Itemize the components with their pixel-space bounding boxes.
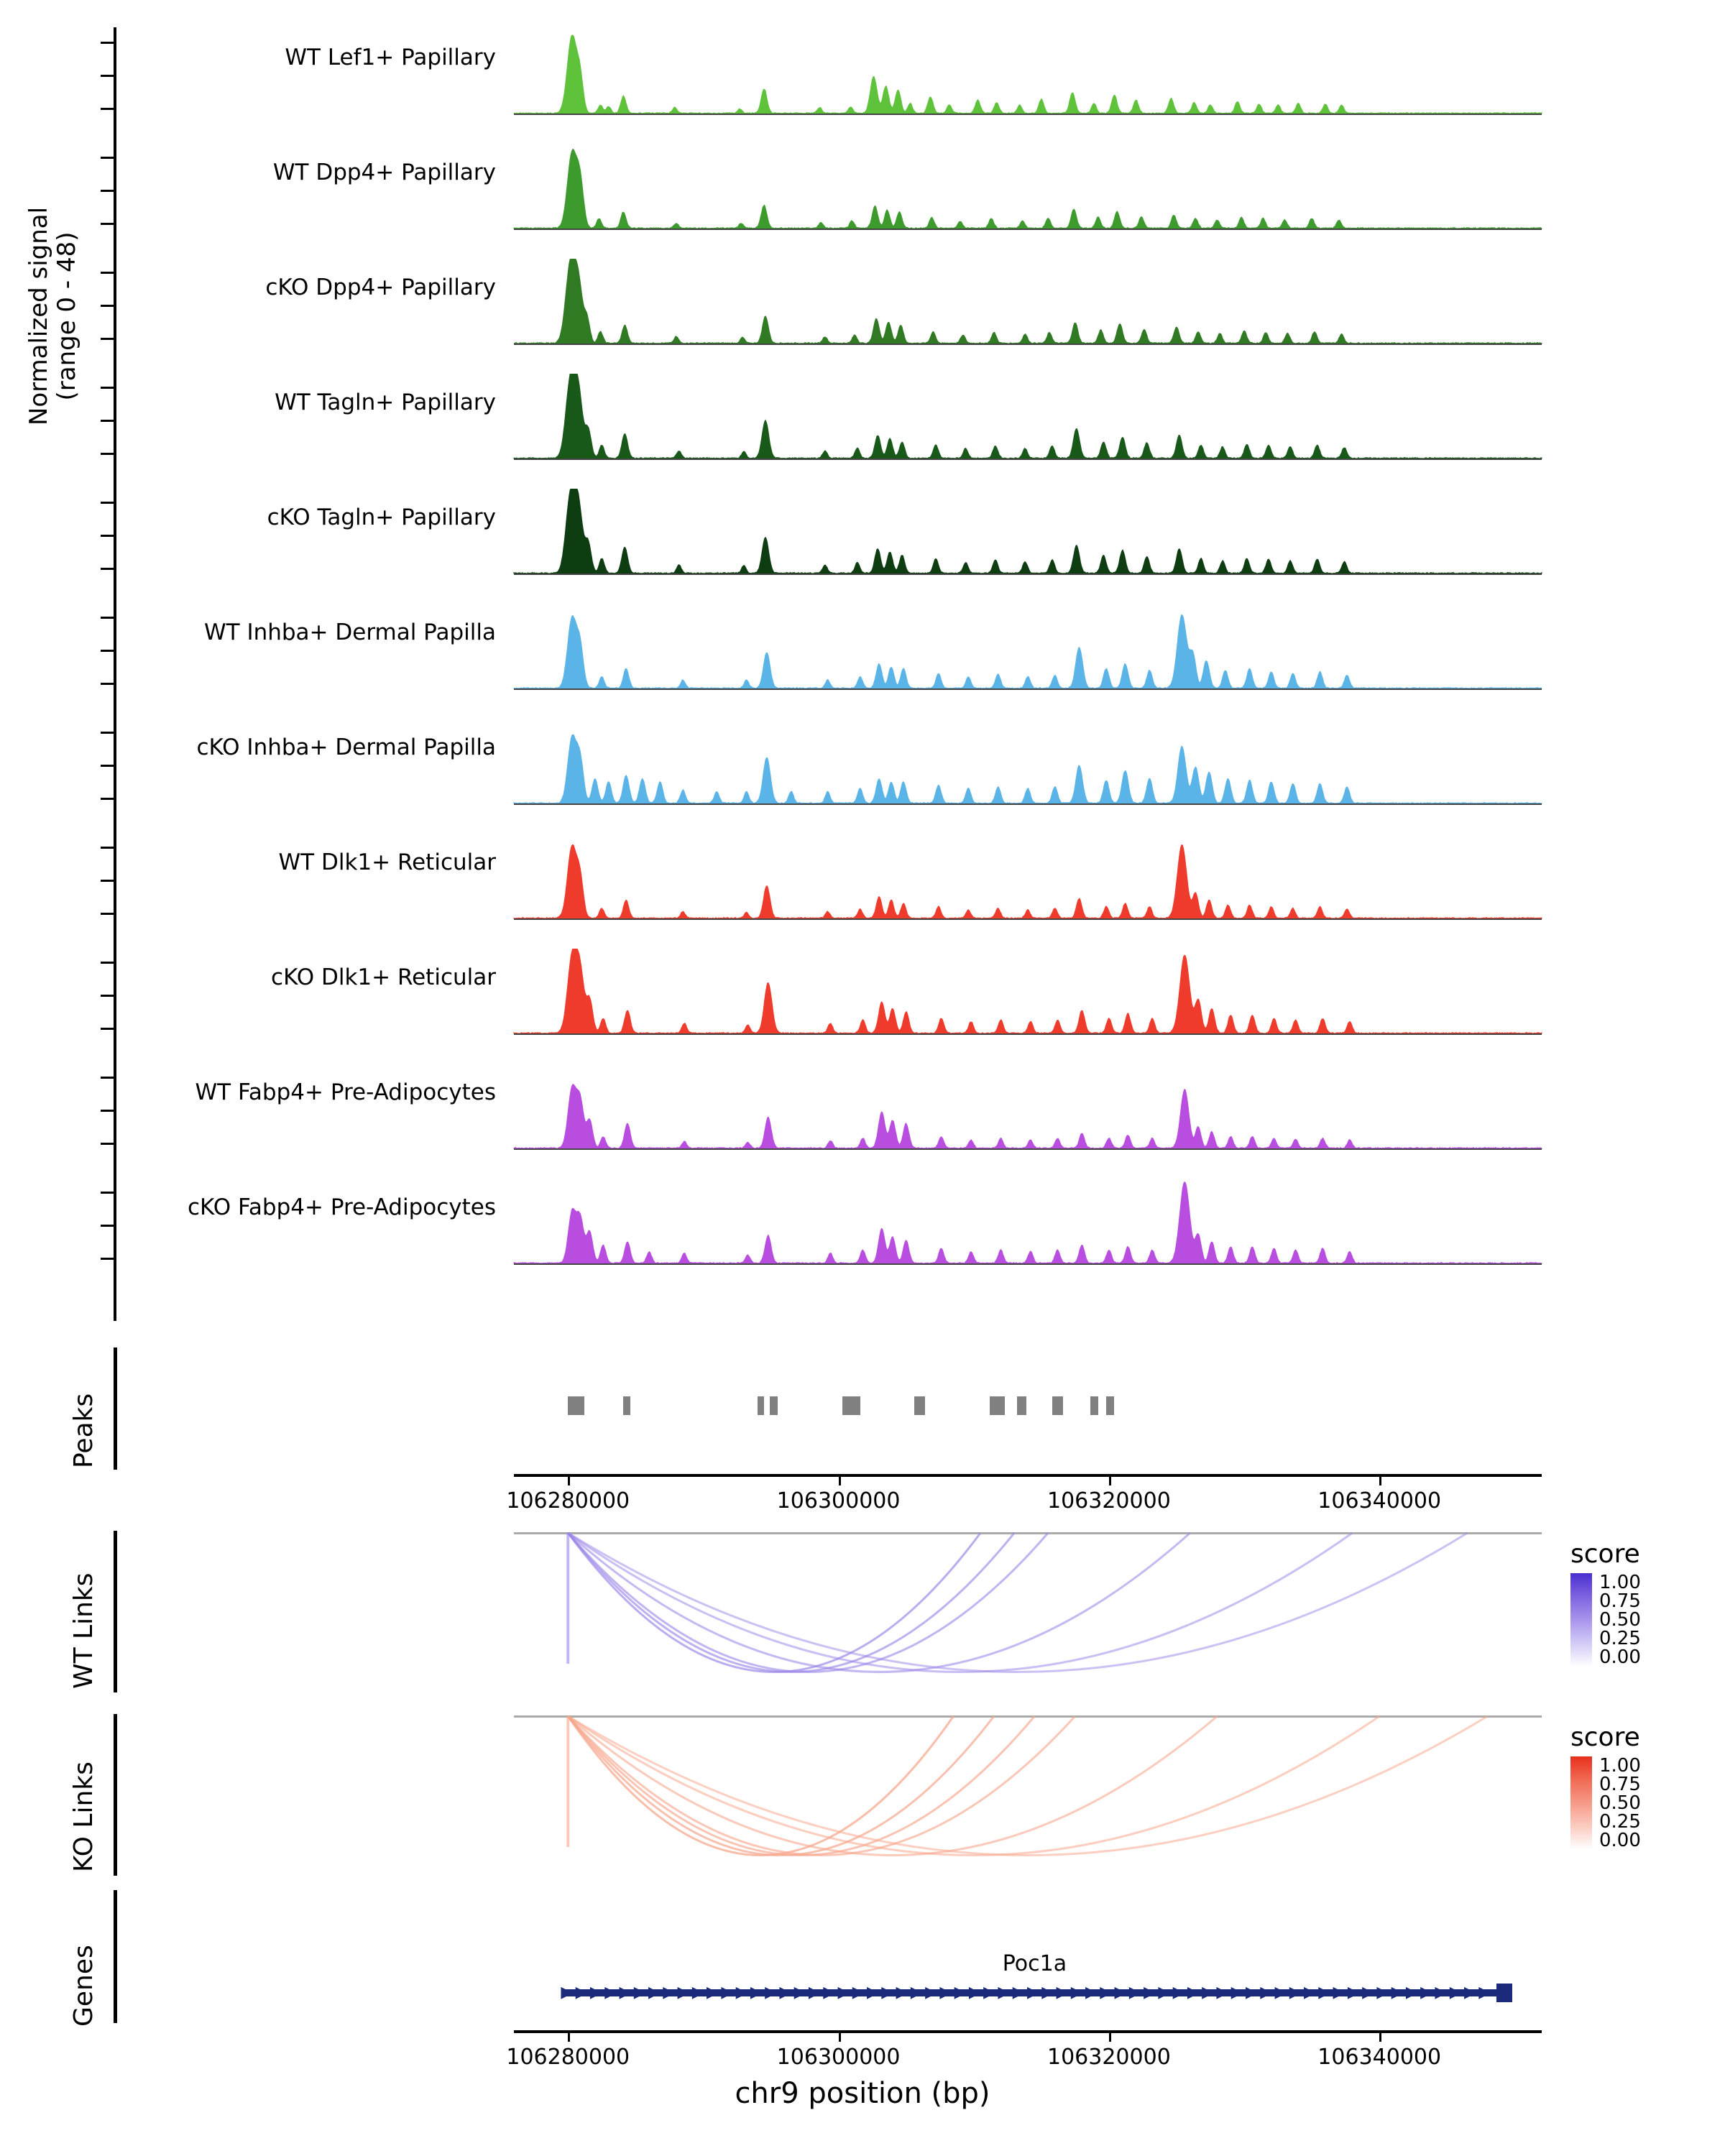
ko-legend-ticks bbox=[1599, 1756, 1641, 1850]
gene-strand-arrow-icon: ▶ bbox=[1289, 1984, 1302, 2001]
coverage-track bbox=[0, 1179, 1725, 1294]
gene-strand-arrow-icon: ▶ bbox=[677, 1984, 690, 2001]
x-axis-tick-label: 106300000 bbox=[776, 2045, 901, 2070]
x-axis-tick-label: 106320000 bbox=[1046, 2045, 1171, 2070]
link-arc bbox=[568, 1533, 1352, 1672]
track-baseline bbox=[514, 1033, 1542, 1035]
genes-label: Genes bbox=[69, 1945, 98, 2027]
track-baseline bbox=[514, 1263, 1542, 1265]
peaks-label: Peaks bbox=[69, 1393, 98, 1468]
gene-strand-arrow-icon: ▶ bbox=[1012, 1984, 1025, 2001]
peak-mark bbox=[623, 1396, 630, 1415]
gene-strand-arrow-icon: ▶ bbox=[1478, 1984, 1491, 2001]
coverage-signal bbox=[0, 144, 1725, 233]
coverage-track bbox=[0, 374, 1725, 489]
coverage-track bbox=[0, 604, 1725, 719]
track-label: cKO Tagln+ Papillary bbox=[267, 505, 496, 530]
peak-mark bbox=[568, 1396, 584, 1415]
wt-legend-title: score bbox=[1570, 1539, 1640, 1569]
peaks-spine bbox=[114, 1348, 117, 1470]
wt-legend-tick-3: 0.50 bbox=[1599, 1609, 1641, 1631]
genes-x-axis bbox=[514, 2030, 1542, 2033]
coverage-signal bbox=[0, 719, 1725, 808]
coverage-track bbox=[0, 489, 1725, 604]
track-label: WT Dlk1+ Reticular bbox=[278, 849, 496, 875]
peak-mark bbox=[770, 1396, 778, 1415]
track-baseline bbox=[514, 114, 1542, 115]
ko-legend-tick-1: 1.00 bbox=[1599, 1755, 1641, 1777]
peak-mark bbox=[1052, 1396, 1063, 1415]
gene-strand-arrow-icon: ▶ bbox=[721, 1984, 734, 2001]
track-label: cKO Inhba+ Dermal Papilla bbox=[196, 734, 496, 760]
ko-legend-tick-4: 0.25 bbox=[1599, 1811, 1641, 1833]
gene-strand-arrow-icon: ▶ bbox=[968, 1984, 981, 2001]
ko-legend-colorbar bbox=[1570, 1756, 1592, 1850]
wt-links-panel bbox=[0, 1524, 1725, 1696]
gene-strand-arrow-icon: ▶ bbox=[1144, 1984, 1156, 2001]
gene-strand-arrow-icon: ▶ bbox=[1158, 1984, 1171, 2001]
x-axis-tickmark bbox=[1379, 1477, 1381, 1485]
peak-mark bbox=[914, 1396, 925, 1415]
genes-panel bbox=[0, 1883, 1725, 2156]
gene-strand-arrow-icon: ▶ bbox=[1114, 1984, 1127, 2001]
gene-strand-arrow-icon: ▶ bbox=[1347, 1984, 1360, 2001]
peaks-x-axis bbox=[514, 1474, 1542, 1477]
track-baseline bbox=[514, 918, 1542, 920]
coverage-track bbox=[0, 29, 1725, 144]
gene-strand-arrow-icon: ▶ bbox=[648, 1984, 661, 2001]
gene-strand-arrow-icon: ▶ bbox=[866, 1984, 879, 2001]
ko-links-label: KO Links bbox=[69, 1761, 98, 1872]
gene-strand-arrow-icon: ▶ bbox=[735, 1984, 748, 2001]
coverage-signal bbox=[0, 29, 1725, 118]
gene-strand-arrow-icon: ▶ bbox=[561, 1984, 574, 2001]
peaks-panel bbox=[0, 1333, 1725, 1514]
peak-mark bbox=[990, 1396, 1005, 1415]
ko-links-legend bbox=[1570, 1723, 1725, 1850]
x-axis-tickmark bbox=[1109, 2033, 1111, 2042]
gene-strand-arrow-icon: ▶ bbox=[1085, 1984, 1098, 2001]
ko-legend-tick-5: 0.00 bbox=[1599, 1830, 1641, 1851]
gene-strand-arrow-icon: ▶ bbox=[1362, 1984, 1375, 2001]
x-axis-tickmark bbox=[839, 2033, 841, 2042]
wt-legend-tick-4: 0.25 bbox=[1599, 1628, 1641, 1649]
gene-strand-arrow-icon: ▶ bbox=[1187, 1984, 1200, 2001]
gene-strand-arrow-icon: ▶ bbox=[852, 1984, 865, 2001]
peak-mark bbox=[758, 1396, 764, 1415]
gene-strand-arrow-icon: ▶ bbox=[823, 1984, 836, 2001]
gene-strand-arrow-icon: ▶ bbox=[765, 1984, 778, 2001]
x-axis-tick-label: 106340000 bbox=[1317, 1488, 1442, 1514]
gene-strand-arrow-icon: ▶ bbox=[1026, 1984, 1039, 2001]
peak-mark bbox=[1106, 1396, 1114, 1415]
gene-strand-arrow-icon: ▶ bbox=[1318, 1984, 1331, 2001]
gene-strand-arrow-icon: ▶ bbox=[925, 1984, 937, 2001]
gene-strand-arrow-icon: ▶ bbox=[1304, 1984, 1316, 2001]
coverage-signal bbox=[0, 949, 1725, 1038]
coverage-signal bbox=[0, 1064, 1725, 1153]
track-label: cKO Fabp4+ Pre-Adipocytes bbox=[188, 1194, 496, 1220]
gene-exon bbox=[1496, 1984, 1512, 2002]
gene-strand-arrow-icon: ▶ bbox=[794, 1984, 806, 2001]
coverage-track bbox=[0, 949, 1725, 1064]
gene-strand-arrow-icon: ▶ bbox=[939, 1984, 952, 2001]
coverage-signal bbox=[0, 604, 1725, 693]
coverage-signal bbox=[0, 259, 1725, 348]
gene-strand-arrow-icon: ▶ bbox=[837, 1984, 850, 2001]
track-baseline bbox=[514, 344, 1542, 345]
track-label: WT Lef1+ Papillary bbox=[285, 45, 496, 70]
x-axis-tick-label: 106280000 bbox=[506, 2045, 630, 2070]
ko-links-arcs bbox=[0, 1707, 1725, 1879]
link-arc bbox=[568, 1716, 1075, 1856]
gene-strand-arrow-icon: ▶ bbox=[750, 1984, 763, 2001]
link-arc bbox=[568, 1716, 1379, 1856]
ko-legend-title: score bbox=[1570, 1723, 1640, 1752]
link-arc bbox=[568, 1533, 980, 1672]
gene-strand-arrow-icon: ▶ bbox=[1260, 1984, 1273, 2001]
coverage-signal bbox=[0, 489, 1725, 578]
wt-links-label: WT Links bbox=[69, 1572, 98, 1689]
gene-strand-arrow-icon: ▶ bbox=[998, 1984, 1011, 2001]
gene-strand-arrow-icon: ▶ bbox=[633, 1984, 646, 2001]
gene-strand-arrow-icon: ▶ bbox=[808, 1984, 821, 2001]
coverage-track bbox=[0, 719, 1725, 834]
link-arc bbox=[568, 1716, 953, 1856]
track-label: WT Dpp4+ Papillary bbox=[272, 160, 496, 185]
gene-strand-arrow-icon: ▶ bbox=[1202, 1984, 1215, 2001]
track-label: cKO Dlk1+ Reticular bbox=[271, 964, 496, 990]
coverage-track bbox=[0, 834, 1725, 949]
gene-strand-arrow-icon: ▶ bbox=[983, 1984, 996, 2001]
track-baseline bbox=[514, 459, 1542, 460]
gene-strand-arrow-icon: ▶ bbox=[1333, 1984, 1346, 2001]
link-arc bbox=[568, 1716, 994, 1856]
y-axis-label: Normalized signal (range 0 - 48) bbox=[24, 206, 82, 426]
genes-spine bbox=[114, 1890, 117, 2023]
ko-legend-tick-3: 0.50 bbox=[1599, 1792, 1641, 1814]
gene-strand-arrow-icon: ▶ bbox=[1463, 1984, 1476, 2001]
wt-legend-ticks bbox=[1599, 1573, 1641, 1667]
gene-strand-arrow-icon: ▶ bbox=[1041, 1984, 1054, 2001]
track-baseline bbox=[514, 573, 1542, 575]
x-axis-tickmark bbox=[568, 1477, 570, 1485]
gene-name-label: Poc1a bbox=[1002, 1951, 1067, 1976]
gene-strand-arrow-icon: ▶ bbox=[1405, 1984, 1418, 2001]
link-arc bbox=[568, 1533, 1014, 1672]
coverage-signal bbox=[0, 1179, 1725, 1268]
peak-mark bbox=[1090, 1396, 1098, 1415]
gene-strand-arrow-icon: ▶ bbox=[1230, 1984, 1243, 2001]
gene-strand-arrow-icon: ▶ bbox=[1128, 1984, 1141, 2001]
wt-legend-tick-1: 1.00 bbox=[1599, 1572, 1641, 1593]
wt-legend-colorbar bbox=[1570, 1573, 1592, 1667]
gene-strand-arrow-icon: ▶ bbox=[1420, 1984, 1433, 2001]
track-label: cKO Dpp4+ Papillary bbox=[265, 275, 496, 300]
x-axis-title: chr9 position (bp) bbox=[735, 2077, 990, 2110]
wt-links-legend bbox=[1570, 1539, 1725, 1667]
gene-strand-arrow-icon: ▶ bbox=[619, 1984, 632, 2001]
gene-strand-arrow-icon: ▶ bbox=[896, 1984, 908, 2001]
track-baseline bbox=[514, 803, 1542, 805]
coverage-track bbox=[0, 144, 1725, 259]
coverage-track bbox=[0, 1064, 1725, 1179]
gene-strand-arrow-icon: ▶ bbox=[910, 1984, 923, 2001]
x-axis-tickmark bbox=[1109, 1477, 1111, 1485]
gene-strand-arrow-icon: ▶ bbox=[1376, 1984, 1389, 2001]
track-baseline bbox=[514, 688, 1542, 690]
track-baseline bbox=[514, 1148, 1542, 1150]
gene-strand-arrow-icon: ▶ bbox=[1172, 1984, 1185, 2001]
gene-strand-arrow-icon: ▶ bbox=[707, 1984, 719, 2001]
gene-strand-arrow-icon: ▶ bbox=[1100, 1984, 1113, 2001]
x-axis-tick-label: 106340000 bbox=[1317, 2045, 1442, 2070]
x-axis-tickmark bbox=[568, 2033, 570, 2042]
coverage-signal bbox=[0, 374, 1725, 463]
x-axis-tick-label: 106320000 bbox=[1046, 1488, 1171, 1514]
gene-strand-arrow-icon: ▶ bbox=[881, 1984, 894, 2001]
gene-strand-arrow-icon: ▶ bbox=[1449, 1984, 1462, 2001]
link-arc bbox=[568, 1716, 1034, 1856]
track-baseline bbox=[514, 229, 1542, 230]
track-label: WT Fabp4+ Pre-Adipocytes bbox=[195, 1079, 496, 1105]
wt-legend-tick-2: 0.75 bbox=[1599, 1590, 1641, 1612]
gene-strand-arrow-icon: ▶ bbox=[1274, 1984, 1287, 2001]
ko-legend-tick-2: 0.75 bbox=[1599, 1774, 1641, 1795]
gene-strand-arrow-icon: ▶ bbox=[954, 1984, 967, 2001]
x-axis-tickmark bbox=[1379, 2033, 1381, 2042]
gene-strand-arrow-icon: ▶ bbox=[575, 1984, 588, 2001]
gene-strand-arrow-icon: ▶ bbox=[1056, 1984, 1069, 2001]
coverage-signal bbox=[0, 834, 1725, 923]
gene-strand-arrow-icon: ▶ bbox=[779, 1984, 792, 2001]
x-axis-tick-label: 106280000 bbox=[506, 1488, 630, 1514]
gene-strand-arrow-icon: ▶ bbox=[1070, 1984, 1083, 2001]
gene-strand-arrow-icon: ▶ bbox=[1435, 1984, 1448, 2001]
gene-strand-arrow-icon: ▶ bbox=[1216, 1984, 1229, 2001]
track-label: WT Tagln+ Papillary bbox=[275, 390, 496, 415]
gene-strand-arrow-icon: ▶ bbox=[691, 1984, 704, 2001]
track-label: WT Inhba+ Dermal Papilla bbox=[204, 619, 496, 645]
ko-links-panel bbox=[0, 1707, 1725, 1879]
wt-links-arcs bbox=[0, 1524, 1725, 1696]
peak-mark bbox=[842, 1396, 860, 1415]
gene-strand-arrow-icon: ▶ bbox=[589, 1984, 602, 2001]
peak-mark bbox=[1017, 1396, 1026, 1415]
gene-strand-arrow-icon: ▶ bbox=[1245, 1984, 1258, 2001]
gene-strand-arrow-icon: ▶ bbox=[663, 1984, 676, 2001]
wt-legend-tick-5: 0.00 bbox=[1599, 1646, 1641, 1668]
x-axis-tickmark bbox=[839, 1477, 841, 1485]
gene-strand-arrow-icon: ▶ bbox=[1391, 1984, 1404, 2001]
coverage-track bbox=[0, 259, 1725, 374]
gene-strand-arrow-icon: ▶ bbox=[604, 1984, 617, 2001]
x-axis-tick-label: 106300000 bbox=[776, 1488, 901, 1514]
